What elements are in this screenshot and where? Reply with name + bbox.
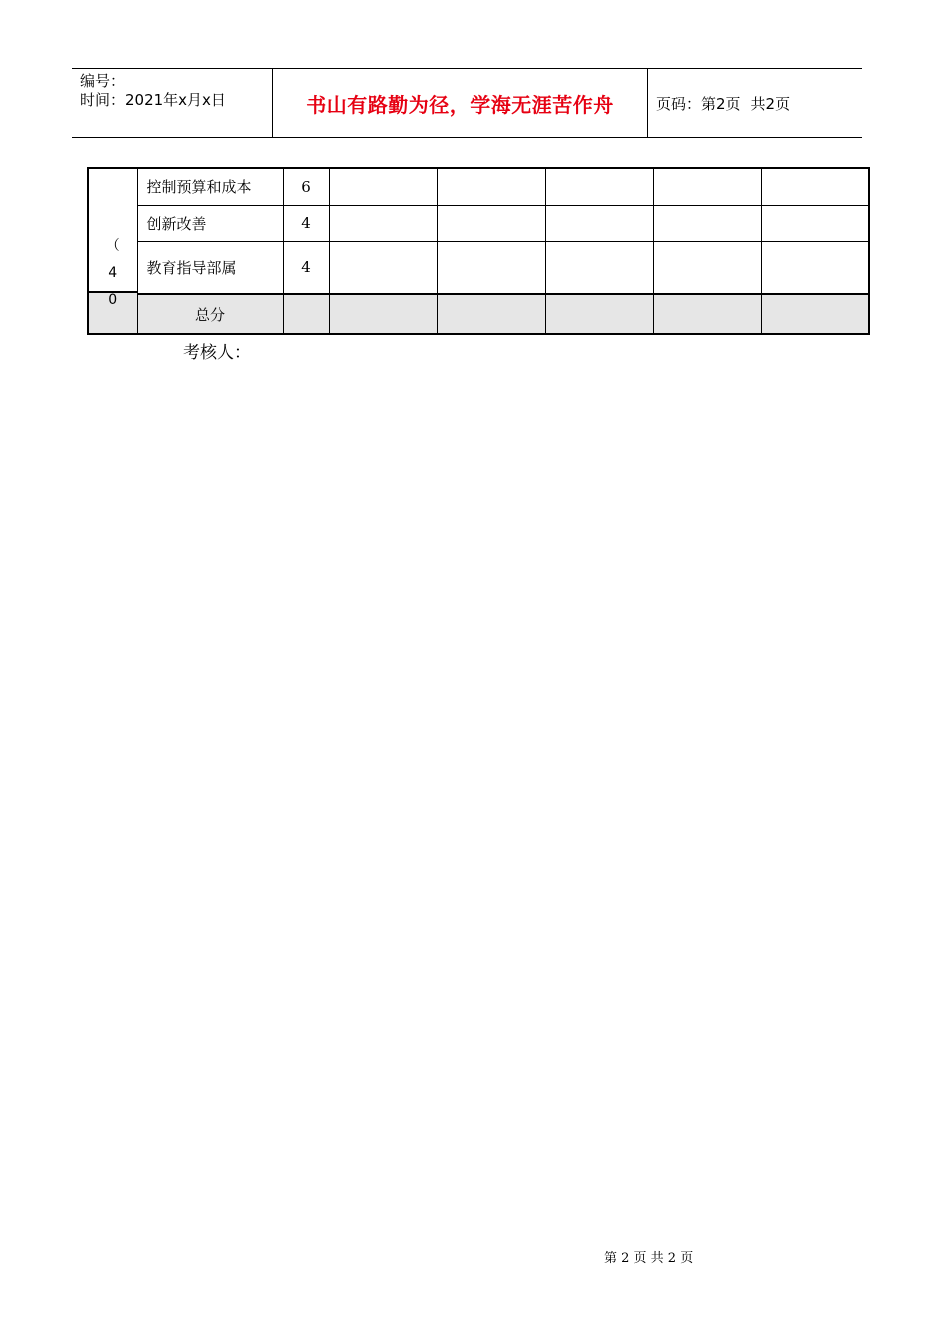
category-weight: （ 4 0 [105, 238, 120, 308]
time-label: 时间：2021年x月x日 [80, 91, 226, 109]
motto-text: 书山有路勤为径，学海无涯苦作舟 [306, 92, 614, 117]
table-row [88, 168, 869, 205]
item-label: 创新改善 [137, 205, 283, 241]
table-row [88, 241, 869, 294]
page-label: 页码：第2页 [656, 94, 741, 113]
grade-cell[interactable] [329, 205, 437, 241]
page-total: 共2页 [750, 94, 791, 113]
serial-label: 编号： [80, 72, 126, 90]
item-score: 4 [283, 241, 329, 294]
total-grade-cell[interactable] [329, 294, 437, 334]
category-cell [88, 168, 137, 334]
item-score: 4 [283, 205, 329, 241]
grade-cell[interactable] [545, 205, 653, 241]
header-motto-cell [273, 69, 648, 137]
grade-cell[interactable] [329, 168, 437, 205]
header-meta [72, 69, 273, 137]
grade-cell[interactable] [329, 241, 437, 294]
evaluation-table [87, 167, 870, 335]
grade-cell[interactable] [545, 241, 653, 294]
grade-cell[interactable] [437, 205, 545, 241]
item-score: 6 [283, 168, 329, 205]
total-grade-cell[interactable] [761, 294, 869, 334]
total-grade-cell[interactable] [437, 294, 545, 334]
grade-cell[interactable] [653, 241, 761, 294]
examiner-label: 考核人： [183, 343, 251, 363]
total-score-cell[interactable] [283, 294, 329, 334]
table-row [88, 205, 869, 241]
total-label: 总分 [137, 294, 283, 334]
grade-cell[interactable] [761, 205, 869, 241]
grade-cell[interactable] [653, 205, 761, 241]
header-page-info [656, 69, 862, 137]
grade-cell[interactable] [545, 168, 653, 205]
grade-cell[interactable] [761, 168, 869, 205]
total-grade-cell[interactable] [653, 294, 761, 334]
grade-cell[interactable] [437, 241, 545, 294]
item-label: 控制预算和成本 [137, 168, 283, 205]
footer-page-number: 第 2 页 共 2 页 [604, 1251, 694, 1266]
total-row [88, 294, 869, 334]
grade-cell[interactable] [437, 168, 545, 205]
grade-cell[interactable] [761, 241, 869, 294]
grade-cell[interactable] [653, 168, 761, 205]
item-label: 教育指导部属 [137, 241, 283, 294]
page-header [72, 68, 862, 138]
total-grade-cell[interactable] [545, 294, 653, 334]
